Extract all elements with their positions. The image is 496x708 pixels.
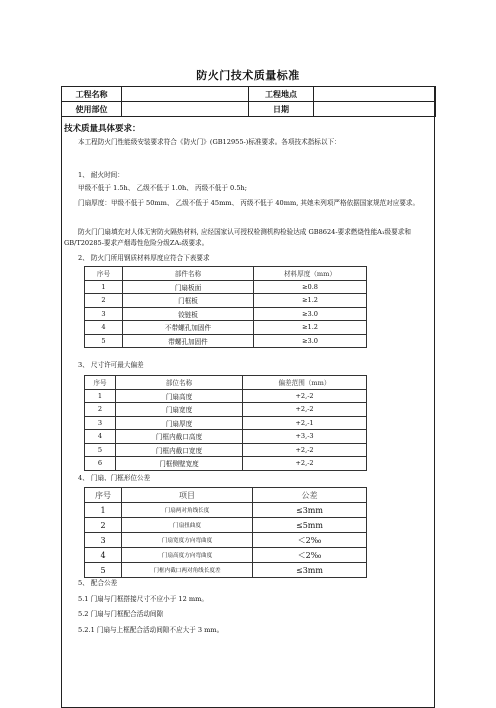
item5-heading: 5、 配合公差	[78, 579, 118, 587]
cell: 不带螺孔加固件	[123, 321, 254, 335]
table-row	[85, 334, 367, 348]
table-row	[85, 403, 367, 417]
table-row	[85, 389, 367, 403]
col-header: 材料厚度（mm）	[254, 267, 367, 281]
cell: 1	[85, 389, 116, 403]
cell: 5	[85, 334, 123, 348]
cell: 门扇板面	[123, 280, 254, 294]
cell: 3	[85, 533, 122, 548]
table-row	[85, 416, 367, 430]
project-site-label: 工程地点	[249, 87, 314, 102]
thickness-paragraph: 门扇厚度：甲级不低于 50mm、 乙级不低于 45mm、 丙级不低于 40mm, 其她未列项严格依据国家规范对应要求。	[78, 199, 420, 207]
cell: ≥1.2	[254, 321, 367, 335]
cell: ＜2‰	[253, 548, 367, 563]
cell: 门扇两对角线长度	[122, 503, 253, 518]
cell: 门框侧壁宽度	[116, 457, 243, 471]
fill-paragraph: 防火门门扇填充对人体无害防火隔热材料, 应经国家认可授权检测机构检验达成 GB8624-要求燃烧性能A₁级要求和GB/T20285-要求产烟毒性危险分级ZA₂级要求。	[64, 228, 411, 247]
cell: ≤3mm	[253, 503, 367, 518]
cell: 6	[85, 457, 116, 471]
project-name-value[interactable]	[122, 87, 249, 102]
item4-heading: 4、 门扇、门框形位公差	[78, 474, 151, 482]
cell: 2	[85, 294, 123, 308]
cell: 带螺孔加固件	[123, 334, 254, 348]
item5-line1: 5.1 门扇与门框搭接尺寸不应小于 12 mm。	[78, 595, 208, 603]
cell: 5	[85, 563, 122, 578]
shape-tolerance-table	[84, 487, 367, 578]
dept-label: 使用部位	[62, 102, 122, 117]
cell: 3	[85, 307, 123, 321]
cell: 门框内截口两对角线长度差	[122, 563, 253, 578]
cell: 门扇高度	[116, 389, 243, 403]
intro-paragraph: 本工程防火门性能级安装要求符合《防火门》(GB12955-)标准要求。各项技术指标以下：	[78, 138, 341, 146]
table-row	[85, 280, 367, 294]
cell: 4	[85, 548, 122, 563]
col-header: 部位名称	[116, 376, 243, 390]
cell: +2,-2	[243, 389, 367, 403]
item5-line2: 5.2 门扇与门框配合活动间隙	[78, 610, 164, 618]
table-row	[85, 503, 367, 518]
cell: 5	[85, 443, 116, 457]
table-row	[85, 518, 367, 533]
cell: 4	[85, 430, 116, 444]
thickness-table	[84, 266, 367, 348]
cell: 门框内截口高度	[116, 430, 243, 444]
table-row	[85, 533, 367, 548]
cell: ≥0.8	[254, 280, 367, 294]
cell: +2,-2	[243, 443, 367, 457]
cell: 2	[85, 518, 122, 533]
cell: 门扇宽度方向弯曲度	[122, 533, 253, 548]
document-title: 防火门技术质量标准	[196, 69, 300, 82]
col-header: 部件名称	[123, 267, 254, 281]
col-header: 序号	[85, 267, 123, 281]
cell: 门扇扭曲度	[122, 518, 253, 533]
table-row	[85, 430, 367, 444]
date-value[interactable]	[314, 102, 436, 117]
cell: 1	[85, 280, 123, 294]
cell: 门扇宽度	[116, 403, 243, 417]
cell: 1	[85, 503, 122, 518]
col-header: 序号	[85, 376, 116, 390]
deviation-table	[84, 375, 367, 471]
table-row	[85, 321, 367, 335]
section-title: 技术质量具体要求：	[64, 124, 141, 134]
item1-line: 甲级不低于 1.5h、 乙级不低于 1.0h、 丙级不低于 0.5h;	[78, 184, 247, 192]
cell: 门扇厚度	[116, 416, 243, 430]
cell: 铰链板	[123, 307, 254, 321]
dept-value[interactable]	[122, 102, 249, 117]
cell: ≥3.0	[254, 334, 367, 348]
item1-heading: 1、 耐火时间：	[78, 171, 124, 179]
table-row	[85, 443, 367, 457]
cell: ＜2‰	[253, 533, 367, 548]
cell: 门框内截口宽度	[116, 443, 243, 457]
table-row	[85, 457, 367, 471]
table-row	[85, 548, 367, 563]
item5-line3: 5.2.1 门扇与上框配合活动间隙不应大于 3 mm。	[78, 626, 224, 634]
col-header: 序号	[85, 488, 122, 503]
cell: ≤5mm	[253, 518, 367, 533]
table-row	[85, 294, 367, 308]
cell: ≥1.2	[254, 294, 367, 308]
col-header: 公差	[253, 488, 367, 503]
cell: 2	[85, 403, 116, 417]
table-row	[85, 307, 367, 321]
date-label: 日期	[249, 102, 314, 117]
project-site-value[interactable]	[314, 87, 436, 102]
cell: +2,-1	[243, 416, 367, 430]
cell: +2,-2	[243, 403, 367, 417]
cell: +2,-2	[243, 457, 367, 471]
cell: 3	[85, 416, 116, 430]
col-header: 项目	[122, 488, 253, 503]
cell: ≤3mm	[253, 563, 367, 578]
project-name-label: 工程名称	[62, 87, 122, 102]
cell: 门扇高度方向弯曲度	[122, 548, 253, 563]
item2-heading: 2、 防火门所用钢质材料厚度应符合下表要求	[78, 254, 210, 262]
item3-heading: 3、 尺寸许可最大偏差	[78, 361, 144, 369]
header-table	[61, 86, 436, 117]
cell: ≥3.0	[254, 307, 367, 321]
cell: 4	[85, 321, 123, 335]
table-row	[85, 563, 367, 578]
cell: +3,-3	[243, 430, 367, 444]
col-header: 偏差范围（mm）	[243, 376, 367, 390]
cell: 门框板	[123, 294, 254, 308]
